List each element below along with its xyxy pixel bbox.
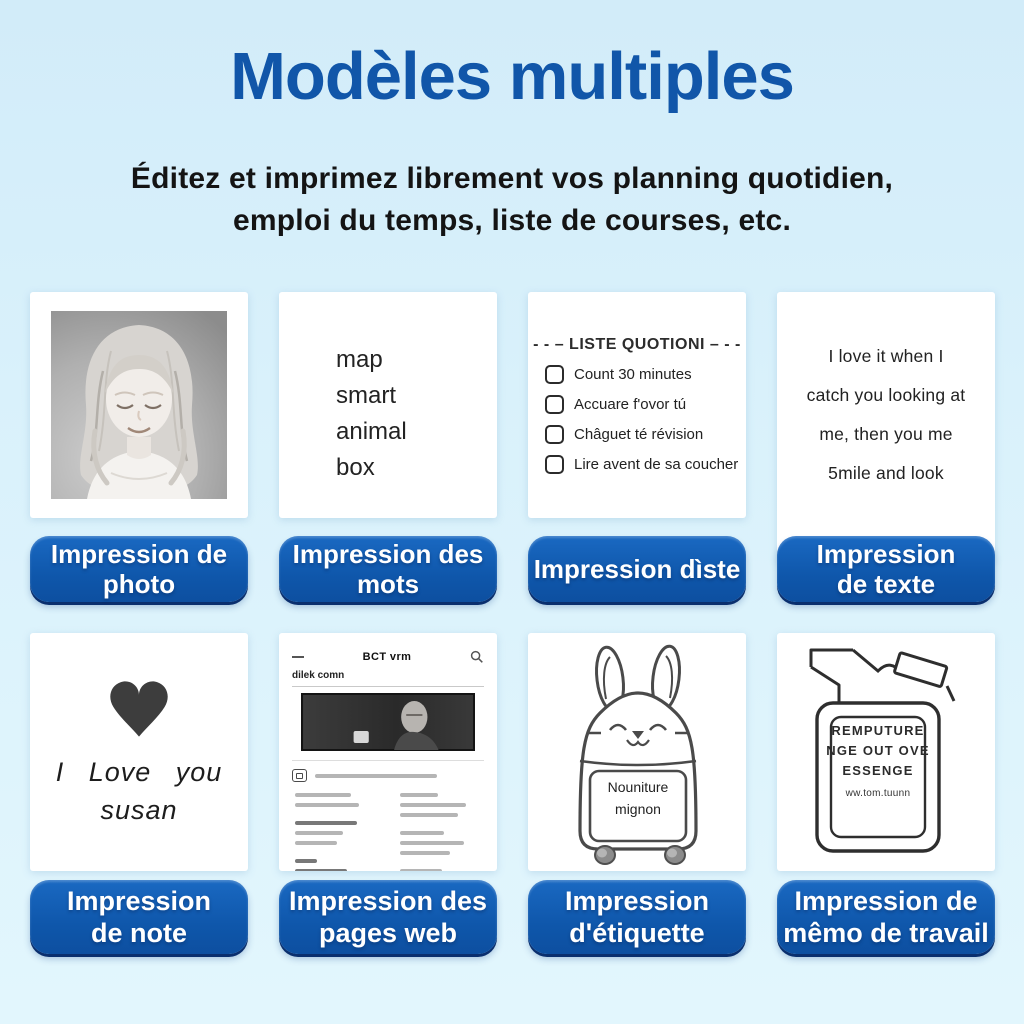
text-placeholder-line: [295, 859, 317, 863]
checklist-item-label: Lire avent de sa coucher: [574, 456, 739, 473]
label-line: Impression: [816, 539, 956, 569]
memo-line: NGE OUT OVE: [826, 743, 930, 758]
text-placeholder-line: [400, 803, 466, 807]
card-photo: [30, 292, 248, 518]
label-line: de texte: [836, 569, 936, 599]
page-title: Modèles multiples: [230, 39, 794, 114]
webpage-link: dilek comn: [292, 670, 484, 687]
canister-label-text: [817, 721, 939, 799]
girl-photo: [51, 311, 227, 499]
text-placeholder-line: [295, 803, 359, 807]
checklist-item-label: Count 30 minutes: [574, 366, 692, 383]
text-placeholder-line: [400, 869, 442, 871]
labels-row-1: [30, 536, 995, 602]
label-line: mêmo de travail: [783, 918, 989, 948]
memo-line: ESSENGE: [842, 763, 914, 778]
text-line: me, then you me: [819, 424, 953, 444]
label-impression-des-mots: [279, 536, 497, 602]
card-memo: [777, 633, 995, 871]
label-impression-de-memo-de-travail: [777, 880, 995, 954]
text-placeholder-line: [295, 821, 357, 825]
tag-line: mignon: [615, 801, 661, 817]
label-line: mots: [356, 569, 420, 599]
label-impression-de-texte: [777, 536, 995, 602]
checkbox-icon: [545, 365, 564, 384]
menu-dash-icon: [292, 656, 304, 658]
label-line: de note: [90, 918, 187, 948]
word-list: [279, 292, 497, 486]
webpage-caption-row: [292, 769, 484, 782]
text-placeholder-line: [295, 793, 351, 797]
heart-icon: [30, 671, 248, 743]
checklist-item: [545, 365, 746, 384]
text-placeholder-line: [295, 841, 337, 845]
labels-row-2: [30, 880, 995, 954]
card-note: [30, 633, 248, 871]
label-impression-de-photo: [30, 536, 248, 602]
label-line: Impression: [66, 886, 212, 916]
label-line: pages web: [318, 918, 458, 948]
checklist-item: [545, 425, 746, 444]
checklist-item: [545, 395, 746, 414]
cards-row-2: [30, 633, 995, 871]
label-line: Impression des: [292, 539, 484, 569]
label-line: Impression des: [288, 886, 488, 916]
card-etiquette: [528, 633, 746, 871]
checkbox-icon: [545, 395, 564, 414]
girl-portrait-illustration: [51, 311, 227, 499]
text-placeholder-line: [400, 851, 450, 855]
label-impression-des-pages-web: [279, 880, 497, 954]
text-line: 5mile and look: [828, 463, 944, 483]
checklist-item-label: Châguet té révision: [574, 426, 704, 443]
checkbox-icon: [545, 425, 564, 444]
text-line: I love it when I: [828, 346, 944, 366]
word-item: box: [336, 454, 375, 481]
webpage-text-column-left: [295, 793, 376, 871]
checkbox-icon: [545, 455, 564, 474]
word-item: animal: [336, 418, 407, 445]
divider: [292, 760, 484, 761]
memo-line: REMPUTURE: [831, 723, 925, 738]
checklist-title: - - – LISTE QUOTIONI – - -: [533, 336, 741, 353]
checklist-item: [545, 455, 746, 474]
tag-line: Nouniture: [607, 779, 669, 795]
card-checklist: [528, 292, 746, 518]
word-item: smart: [336, 382, 396, 409]
text-placeholder-line: [315, 774, 437, 778]
text-placeholder-line: [400, 793, 438, 797]
card-words: [279, 292, 497, 518]
webpage-text-columns: [292, 793, 484, 871]
label-impression-de-note: [30, 880, 248, 954]
label-line: d'étiquette: [569, 918, 705, 948]
text-placeholder-line: [400, 841, 464, 845]
note-line: susan: [100, 795, 178, 825]
subtitle-line-2: emploi du temps, liste de courses, etc.: [233, 204, 791, 237]
cards-row-1: [30, 292, 995, 563]
label-line: photo: [102, 569, 176, 599]
memo-url: ww.tom.tuunn: [845, 788, 911, 799]
label-line: Impression de: [794, 886, 978, 916]
label-line: Impression dìste: [533, 554, 741, 584]
webpage-hero-photo: [301, 693, 475, 751]
label-line: Impression: [564, 886, 710, 916]
webpage-title: BCT vrm: [362, 651, 412, 663]
camera-icon: [292, 769, 307, 782]
rabbit-container-illustration: [528, 633, 746, 871]
rabbit-tag-text: [589, 776, 687, 820]
search-icon: [470, 650, 484, 664]
webpage-text-column-right: [400, 793, 481, 871]
card-text: [777, 292, 995, 563]
card-webpage: [279, 633, 497, 871]
text-placeholder-line: [295, 869, 347, 871]
label-impression-diste: [528, 536, 746, 602]
label-line: Impression de: [50, 539, 228, 569]
label-impression-d-etiquette: [528, 880, 746, 954]
webpage-header: [292, 650, 484, 664]
text-placeholder-line: [295, 831, 343, 835]
note-line: I Love you: [55, 757, 223, 787]
text-line: catch you looking at: [806, 385, 966, 405]
word-item: map: [336, 346, 383, 373]
text-placeholder-line: [400, 813, 458, 817]
page-subtitle: [0, 158, 1024, 242]
text-placeholder-line: [400, 831, 444, 835]
subtitle-line-1: Éditez et imprimez librement vos planning quotidien,: [130, 162, 894, 195]
checklist-item-label: Accuare f'ovor tú: [574, 396, 687, 413]
